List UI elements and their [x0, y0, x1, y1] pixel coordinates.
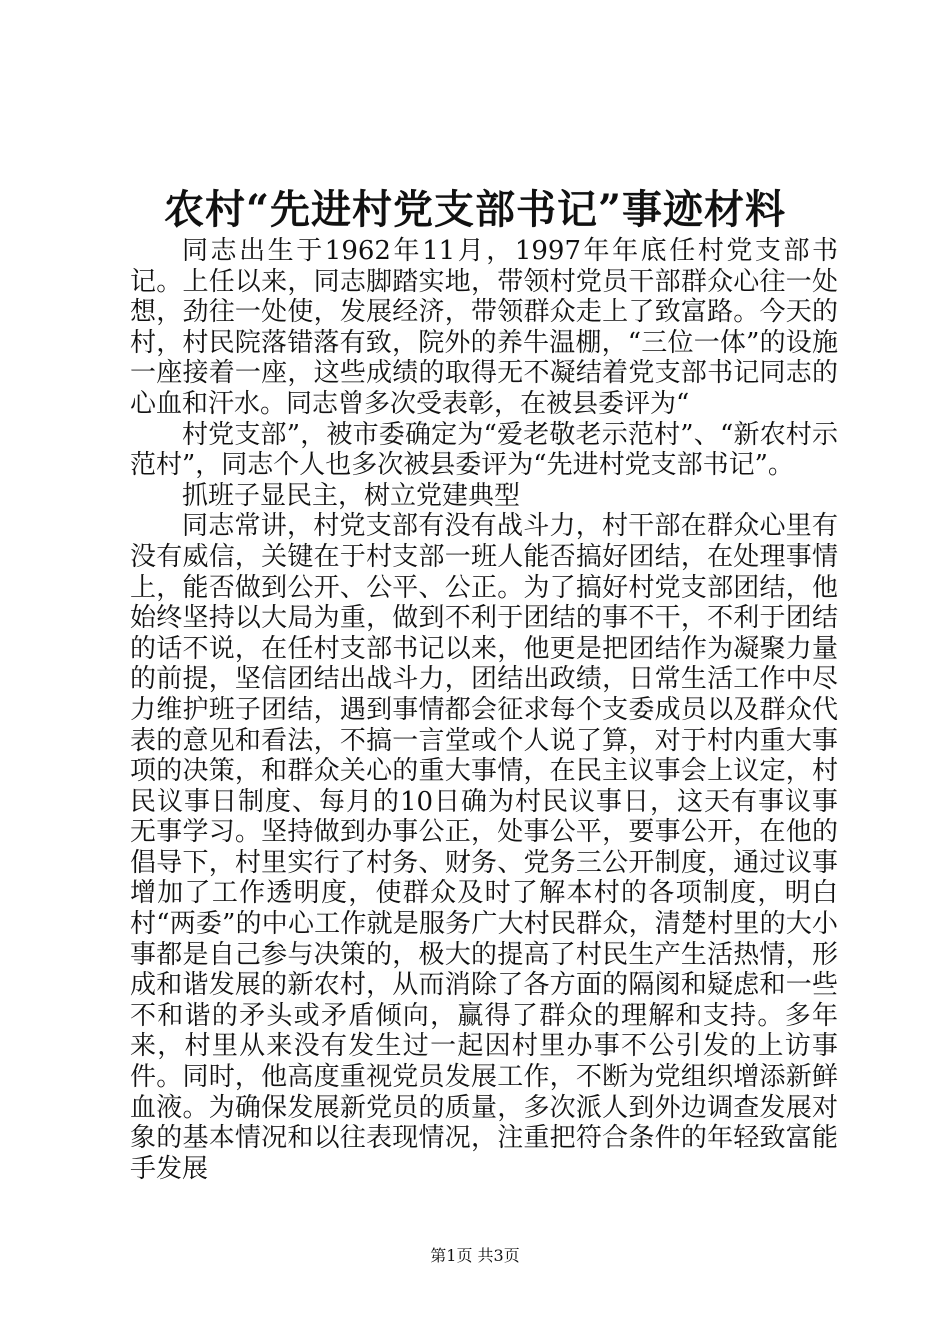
document-body	[130, 236, 838, 1184]
paragraph-team-building: 同志常讲，村党支部有没有战斗力，村干部在群众心里有没有威信，关键在于村支部一班人能否搞好团结，在处理事情上，能否做到公开、公平、公正。为了搞好村党支部团结，他始终坚持以大局为重，做到不利于团结的事不干，不利于团结的话不说，在任村支部书记以来，他更是把团结作为凝聚力量的前提，坚信团结出战斗力，团结出政绩，日常生活工作中尽力维护班子团结，遇到事情都会征求每个支委成员以及群众代表的意见和看法，不搞一言堂或个人说了算，对于村内重大事项的决策，和群众关心的重大事情，在民主议事会上议定，村民议事日制度、每月的10日确为村民议事日，这天有事议事无事学习。坚持做到办事公正，处事公平，要事公开，在他的倡导下，村里实行了村务、财务、党务三公开制度，通过议事增加了工作透明度，使群众及时了解本村的各项制度，明白村“两委”的中心工作就是服务广大村民群众，清楚村里的大小事都是自己参与决策的，极大的提高了村民生产生活热情，形成和谐发展的新农村，从而消除了各方面的隔阂和疑虑和一些不和谐的矛头或矛盾倾向，赢得了群众的理解和支持。多年来，村里从来没有发生过一起因村里办事不公引发的上访事件。同时，他高度重视党员发展工作，不断为党组织增添新鲜血液。为确保发展新党员的质量，多次派人到外边调查发展对象的基本情况和以往表现情况，注重把符合条件的年轻致富能手发展	[130, 511, 838, 1184]
section-heading: 抓班子显民主，树立党建典型	[182, 480, 521, 511]
document-title: 农村“先进村党支部书记”事迹材料	[163, 186, 786, 233]
paragraph-intro: 同志出生于1962年11月，1997年年底任村党支部书记。上任以来，同志脚踏实地，带领村党员干部群众心往一处想，劲往一处使，发展经济，带领群众走上了致富路。今天的村，村民院落错落有致，院外的养牛温棚，“三位一体”的设施一座接着一座，这些成绩的取得无不凝结着党支部书记同志的心血和汗水。同志曾多次受表彰，在被县委评为“	[130, 236, 838, 419]
page-number-footer: 第1页 共3页	[430, 1246, 520, 1265]
paragraph-honors: 村党支部”，被市委确定为“爱老敬老示范村”、“新农村示范村”，同志个人也多次被县委评为“先进村党支部书记”。	[130, 419, 838, 481]
